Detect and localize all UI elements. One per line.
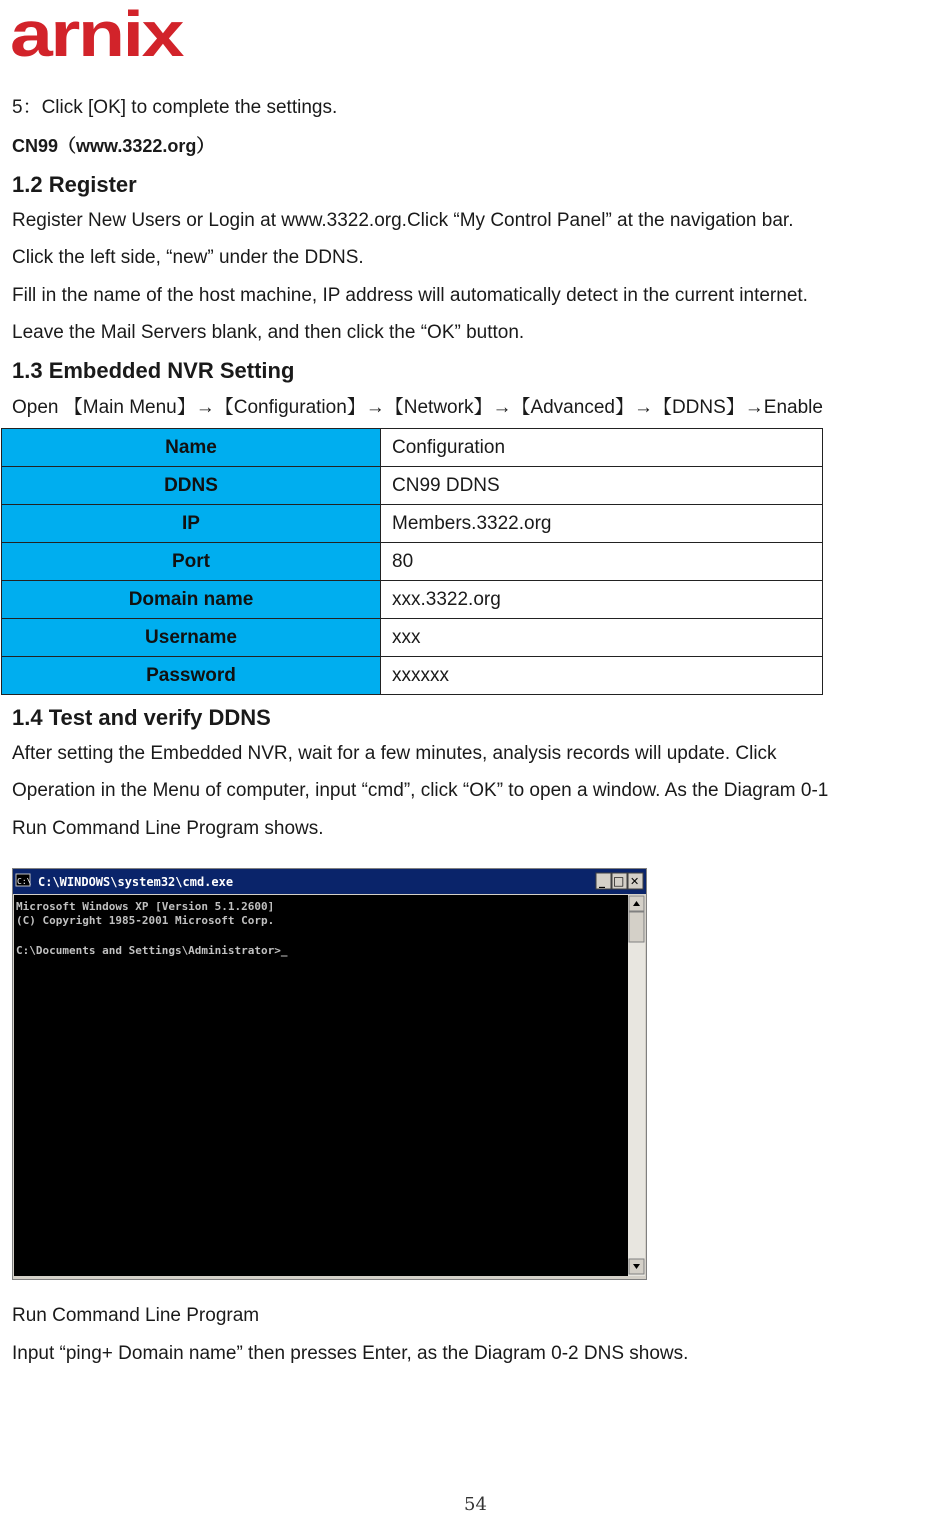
maximize-button[interactable] xyxy=(612,873,627,889)
figure-caption: Run Command Line Program xyxy=(12,1305,260,1326)
table-value: Configuration xyxy=(381,429,823,467)
console-line: Microsoft Windows XP [Version 5.1.2600] xyxy=(16,900,275,913)
maximize-icon: □ xyxy=(613,874,625,888)
close-button[interactable] xyxy=(628,873,643,889)
ddns-config-table xyxy=(1,428,823,695)
table-value: xxx.3322.org xyxy=(381,581,823,619)
table-key: DDNS xyxy=(2,467,381,505)
section-register-heading: 1.2 Register xyxy=(12,172,137,197)
table-key: Name xyxy=(2,429,381,467)
console-line: (C) Copyright 1985-2001 Microsoft Corp. xyxy=(16,914,275,927)
register-line: Fill in the name of the host machine, IP address will automatically detect in the current internet. xyxy=(12,285,808,306)
table-value: xxx xyxy=(381,619,823,657)
svg-text:C:\: C:\ xyxy=(17,877,32,886)
table-row xyxy=(2,505,823,543)
register-line: Register New Users or Login at www.3322.org.Click “My Control Panel” at the navigation bar. xyxy=(12,210,794,231)
register-line: Click the left side, “new” under the DDNS. xyxy=(12,247,364,268)
cn99-label: CN99（www.3322.org） xyxy=(12,136,215,156)
table-value: CN99 DDNS xyxy=(381,467,823,505)
minimize-icon: _ xyxy=(599,874,605,888)
table-value: Members.3322.org xyxy=(381,505,823,543)
section-verify-heading: 1.4 Test and verify DDNS xyxy=(12,705,271,730)
step5-text: 5：Click [OK] to complete the settings. xyxy=(12,97,338,118)
minimize-button[interactable] xyxy=(596,873,611,889)
table-row xyxy=(2,619,823,657)
verify-line: Run Command Line Program shows. xyxy=(12,818,324,839)
table-row xyxy=(2,429,823,467)
menu-path: Open 【Main Menu】→【Configuration】→【Network】→【Advanced】→【DDNS】→Enable xyxy=(12,397,823,418)
register-line: Leave the Mail Servers blank, and then click the “OK” button. xyxy=(12,322,525,343)
cmd-window-screenshot xyxy=(12,868,647,1280)
table-key: Domain name xyxy=(2,581,381,619)
vertical-scrollbar[interactable] xyxy=(628,895,645,1276)
arnix-logo xyxy=(10,2,185,64)
page-number: 54 xyxy=(464,1494,487,1515)
table-value: xxxxxx xyxy=(381,657,823,695)
section-nvr-heading: 1.3 Embedded NVR Setting xyxy=(12,358,295,383)
table-row xyxy=(2,581,823,619)
cmd-title: C:\WINDOWS\system32\cmd.exe xyxy=(38,875,234,889)
table-key: IP xyxy=(2,505,381,543)
table-row xyxy=(2,467,823,505)
table-row xyxy=(2,543,823,581)
table-key: Username xyxy=(2,619,381,657)
verify-line: After setting the Embedded NVR, wait for a few minutes, analysis records will update. Click xyxy=(12,743,777,764)
table-row xyxy=(2,657,823,695)
table-key: Port xyxy=(2,543,381,581)
verify-line: Operation in the Menu of computer, input “cmd”, click “OK” to open a window. As the Diagram 0-1 xyxy=(12,780,829,801)
final-instruction: Input “ping+ Domain name” then presses Enter, as the Diagram 0-2 DNS shows. xyxy=(12,1343,689,1364)
table-key: Password xyxy=(2,657,381,695)
logo-text: arnix xyxy=(10,2,185,64)
table-value: 80 xyxy=(381,543,823,581)
console-line: C:\Documents and Settings\Administrator>_ xyxy=(16,944,288,957)
close-icon: ✕ xyxy=(630,875,640,888)
scroll-thumb xyxy=(629,912,644,942)
